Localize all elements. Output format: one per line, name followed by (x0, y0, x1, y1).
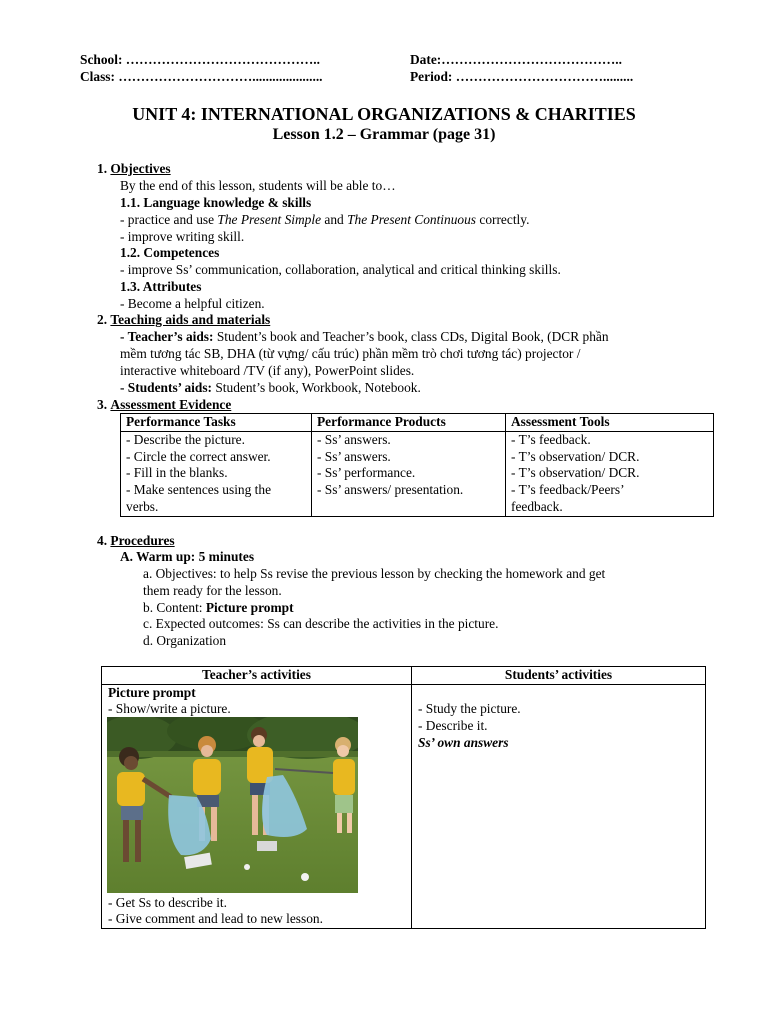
teacher-aids-label: - Teacher’s aids: (120, 329, 214, 344)
objectives-heading (97, 161, 171, 178)
aids-number: 2. (97, 312, 108, 327)
objective-bullet-4: - Become a helpful citizen. (120, 296, 265, 311)
aids-title: Teaching aids and materials (110, 312, 271, 327)
tense-present-continuous: The Present Continuous (347, 212, 477, 227)
objective-bullet-3: - improve Ss’ communication, collaboration, analytical and critical thinking skills. (120, 262, 561, 277)
tool-item: - T’s observation/ DCR. (511, 448, 640, 464)
bullet-text: correctly. (476, 212, 530, 227)
teacher-step-2: - Get Ss to describe it. (108, 895, 228, 910)
tool-item: - T’s feedback. (511, 431, 591, 447)
task-item: - Describe the picture. (126, 431, 245, 447)
picture-prompt-title: Picture prompt (108, 685, 196, 700)
children-picking-up-litter-photo (107, 717, 358, 893)
assessment-heading (97, 397, 231, 414)
date-field: Date:………………………………….. (410, 52, 623, 67)
bullet-text: and (321, 212, 348, 227)
teacher-aids-line-2: mềm tương tác SB, DHA (từ vựng/ cấu trúc) phần mềm trò chơi tương tác) projector / (120, 346, 581, 361)
teacher-step-1: - Show/write a picture. (108, 701, 231, 716)
table-row (121, 431, 714, 516)
aids-heading (97, 312, 270, 329)
objectives-title: Objectives (110, 161, 171, 176)
task-item: - Make sentences using the (126, 482, 272, 498)
tool-item: - T’s observation/ DCR. (511, 465, 640, 481)
column-header: Assessment Tools (506, 414, 714, 432)
students-aids-text: Student’s book, Workbook, Notebook. (212, 380, 421, 395)
page-title: UNIT 4: INTERNATIONAL ORGANIZATIONS & CHARITIES (132, 104, 636, 124)
tasks-cell (121, 431, 312, 516)
teacher-activities-header: Teacher’s activities (202, 667, 311, 682)
subheading-competences: 1.2. Competences (120, 245, 220, 260)
assessment-table (120, 413, 714, 517)
product-item: - Ss’ answers. (317, 431, 391, 447)
product-item: - Ss’ answers. (317, 448, 391, 464)
subheading-attributes: 1.3. Attributes (120, 279, 202, 294)
teacher-step-3: - Give comment and lead to new lesson. (108, 911, 323, 926)
class-field: Class: …………………………..................... (80, 69, 323, 84)
warmup-objectives-line-1: a. Objectives: to help Ss revise the previous lesson by checking the homework and get (143, 566, 606, 581)
procedures-number: 4. (97, 533, 108, 548)
objectives-number: 1. (97, 161, 108, 176)
teacher-aids-line-1 (120, 329, 609, 346)
column-header: Performance Products (312, 414, 506, 432)
content-value: Picture prompt (205, 600, 294, 615)
column-divider (411, 667, 412, 928)
procedures-title: Procedures (110, 533, 175, 548)
objective-bullet-1 (120, 212, 529, 229)
procedures-heading (97, 533, 175, 550)
teacher-aids-text: Student’s book and Teacher’s book, class CDs, Digital Book, (DCR phần (213, 329, 609, 344)
warmup-content (143, 600, 294, 617)
objective-bullet-2: - improve writing skill. (120, 229, 245, 244)
students-aids-line (120, 380, 421, 397)
content-label: b. Content: (143, 600, 206, 615)
assessment-title: Assessment Evidence (110, 397, 232, 412)
objectives-intro: By the end of this lesson, students will be able to… (120, 178, 396, 193)
bullet-text: - practice and use (120, 212, 218, 227)
warmup-outcomes: c. Expected outcomes: Ss can describe the activities in the picture. (143, 616, 499, 631)
product-item: - Ss’ performance. (317, 465, 416, 481)
school-field: School: …………………………………….. (80, 52, 320, 67)
task-item: - Circle the correct answer. (126, 448, 271, 464)
products-cell (312, 431, 506, 516)
warmup-objectives-line-2: them ready for the lesson. (143, 583, 282, 598)
warmup-heading: A. Warm up: 5 minutes (120, 549, 255, 564)
subheading-language: 1.1. Language knowledge & skills (120, 195, 312, 210)
task-item: - Fill in the blanks. (126, 465, 228, 481)
column-header: Performance Tasks (121, 414, 312, 432)
students-aids-label: - Students’ aids: (120, 380, 213, 395)
lesson-subtitle: Lesson 1.2 – Grammar (page 31) (272, 126, 496, 143)
product-item: - Ss’ answers/ presentation. (317, 482, 464, 498)
tool-item: feedback. (511, 498, 563, 514)
student-step-2: - Describe it. (418, 718, 488, 733)
task-item: verbs. (126, 498, 159, 514)
student-answers: Ss’ own answers (418, 735, 509, 750)
warmup-organization: d. Organization (143, 633, 227, 648)
tense-present-simple: The Present Simple (217, 212, 322, 227)
students-activities-header: Students’ activities (504, 667, 613, 682)
student-step-1: - Study the picture. (418, 701, 521, 716)
tool-item: - T’s feedback/Peers’ (511, 482, 625, 498)
table-header-row (121, 414, 714, 432)
period-field: Period: ……………………………......... (410, 69, 634, 84)
tools-cell (506, 431, 714, 516)
assessment-number: 3. (97, 397, 108, 412)
teacher-aids-line-3: interactive whiteboard /TV (if any), PowerPoint slides. (120, 363, 415, 378)
